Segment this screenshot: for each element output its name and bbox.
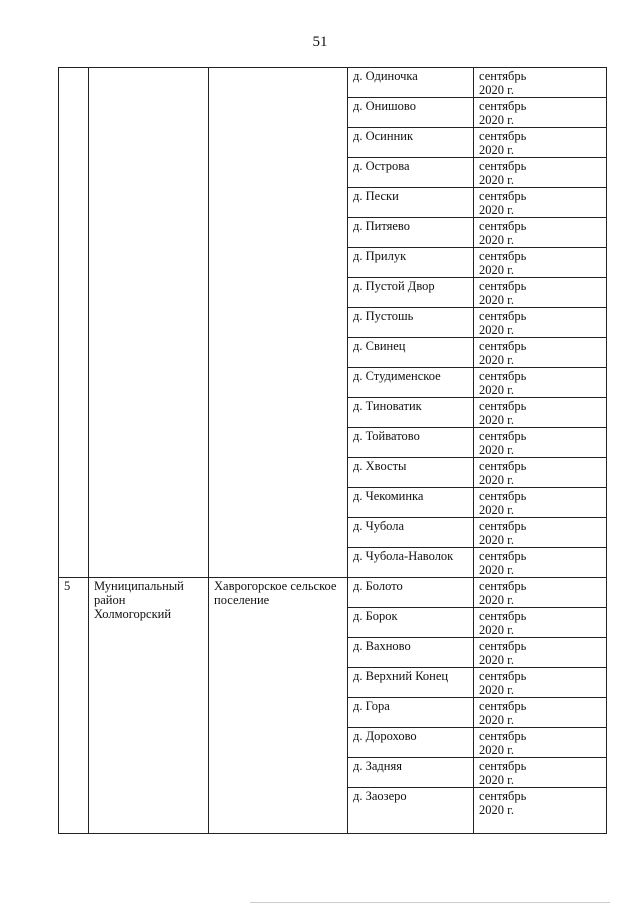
year-text: 2020 г. (479, 293, 514, 307)
date-cell (474, 548, 607, 578)
month-text: сентябрь (479, 159, 527, 173)
village-cell: д. Болото (348, 578, 474, 608)
date-cell (474, 98, 607, 128)
year-text: 2020 г. (479, 503, 514, 517)
month-text: сентябрь (479, 69, 527, 83)
date-cell (474, 758, 607, 788)
year-text: 2020 г. (479, 683, 514, 697)
month-text: сентябрь (479, 399, 527, 413)
date-cell (474, 68, 607, 98)
month-text: сентябрь (479, 219, 527, 233)
village-cell: д. Питяево (348, 218, 474, 248)
row-number-cell: 5 (59, 578, 89, 834)
date-cell (474, 518, 607, 548)
year-text: 2020 г. (479, 563, 514, 577)
date-cell (474, 788, 607, 834)
month-text: сентябрь (479, 579, 527, 593)
month-text: сентябрь (479, 369, 527, 383)
month-text: сентябрь (479, 309, 527, 323)
village-cell: д. Чекоминка (348, 488, 474, 518)
year-text: 2020 г. (479, 773, 514, 787)
village-cell: д. Свинец (348, 338, 474, 368)
village-cell: д. Гора (348, 698, 474, 728)
month-text: сентябрь (479, 519, 527, 533)
year-text: 2020 г. (479, 233, 514, 247)
date-cell (474, 638, 607, 668)
year-text: 2020 г. (479, 113, 514, 127)
month-text: сентябрь (479, 429, 527, 443)
date-cell (474, 398, 607, 428)
settlement-cell: Хаврогорское сельское поселение (209, 578, 348, 834)
date-cell (474, 728, 607, 758)
date-cell (474, 428, 607, 458)
scan-edge-line (250, 902, 610, 903)
year-text: 2020 г. (479, 353, 514, 367)
date-cell (474, 668, 607, 698)
year-text: 2020 г. (479, 803, 514, 817)
month-text: сентябрь (479, 339, 527, 353)
month-text: сентябрь (479, 669, 527, 683)
date-cell (474, 458, 607, 488)
date-cell (474, 128, 607, 158)
village-cell: д. Чубола (348, 518, 474, 548)
village-cell: д. Осинник (348, 128, 474, 158)
year-text: 2020 г. (479, 413, 514, 427)
table-row (59, 68, 607, 98)
year-text: 2020 г. (479, 533, 514, 547)
number-cell-continued (59, 68, 89, 578)
village-cell: д. Студименское (348, 368, 474, 398)
date-cell (474, 698, 607, 728)
village-cell: д. Тиноватик (348, 398, 474, 428)
year-text: 2020 г. (479, 443, 514, 457)
month-text: сентябрь (479, 189, 527, 203)
date-cell (474, 368, 607, 398)
village-cell: д. Чубола-Наволок (348, 548, 474, 578)
month-text: сентябрь (479, 639, 527, 653)
settlement-cell-continued (209, 68, 348, 578)
village-cell: д. Вахново (348, 638, 474, 668)
date-cell (474, 308, 607, 338)
date-cell (474, 248, 607, 278)
village-cell: д. Заозеро (348, 788, 474, 834)
village-cell: д. Хвосты (348, 458, 474, 488)
month-text: сентябрь (479, 729, 527, 743)
village-cell: д. Прилук (348, 248, 474, 278)
date-cell (474, 218, 607, 248)
village-cell: д. Пески (348, 188, 474, 218)
date-cell (474, 578, 607, 608)
village-cell: д. Верхний Конец (348, 668, 474, 698)
month-text: сентябрь (479, 549, 527, 563)
year-text: 2020 г. (479, 713, 514, 727)
month-text: сентябрь (479, 249, 527, 263)
village-cell: д. Задняя (348, 758, 474, 788)
village-cell: д. Тойватово (348, 428, 474, 458)
month-text: сентябрь (479, 99, 527, 113)
year-text: 2020 г. (479, 263, 514, 277)
month-text: сентябрь (479, 129, 527, 143)
month-text: сентябрь (479, 489, 527, 503)
year-text: 2020 г. (479, 203, 514, 217)
village-cell: д. Дорохово (348, 728, 474, 758)
month-text: сентябрь (479, 609, 527, 623)
month-text: сентябрь (479, 459, 527, 473)
table-row (59, 578, 607, 608)
year-text: 2020 г. (479, 743, 514, 757)
year-text: 2020 г. (479, 593, 514, 607)
village-cell: д. Одиночка (348, 68, 474, 98)
district-cell-continued (89, 68, 209, 578)
village-cell: д. Онишово (348, 98, 474, 128)
date-cell (474, 488, 607, 518)
date-cell (474, 608, 607, 638)
date-cell (474, 188, 607, 218)
year-text: 2020 г. (479, 173, 514, 187)
month-text: сентябрь (479, 789, 527, 803)
year-text: 2020 г. (479, 473, 514, 487)
date-cell (474, 158, 607, 188)
village-cell: д. Пустой Двор (348, 278, 474, 308)
district-cell: Муниципальный район Холмогорский (89, 578, 209, 834)
year-text: 2020 г. (479, 653, 514, 667)
year-text: 2020 г. (479, 83, 514, 97)
page-number: 51 (312, 34, 328, 50)
year-text: 2020 г. (479, 623, 514, 637)
village-cell: д. Пустошь (348, 308, 474, 338)
settlements-table (58, 67, 607, 834)
village-cell: д. Острова (348, 158, 474, 188)
year-text: 2020 г. (479, 383, 514, 397)
month-text: сентябрь (479, 759, 527, 773)
date-cell (474, 338, 607, 368)
month-text: сентябрь (479, 279, 527, 293)
village-cell: д. Борок (348, 608, 474, 638)
month-text: сентябрь (479, 699, 527, 713)
year-text: 2020 г. (479, 143, 514, 157)
year-text: 2020 г. (479, 323, 514, 337)
date-cell (474, 278, 607, 308)
